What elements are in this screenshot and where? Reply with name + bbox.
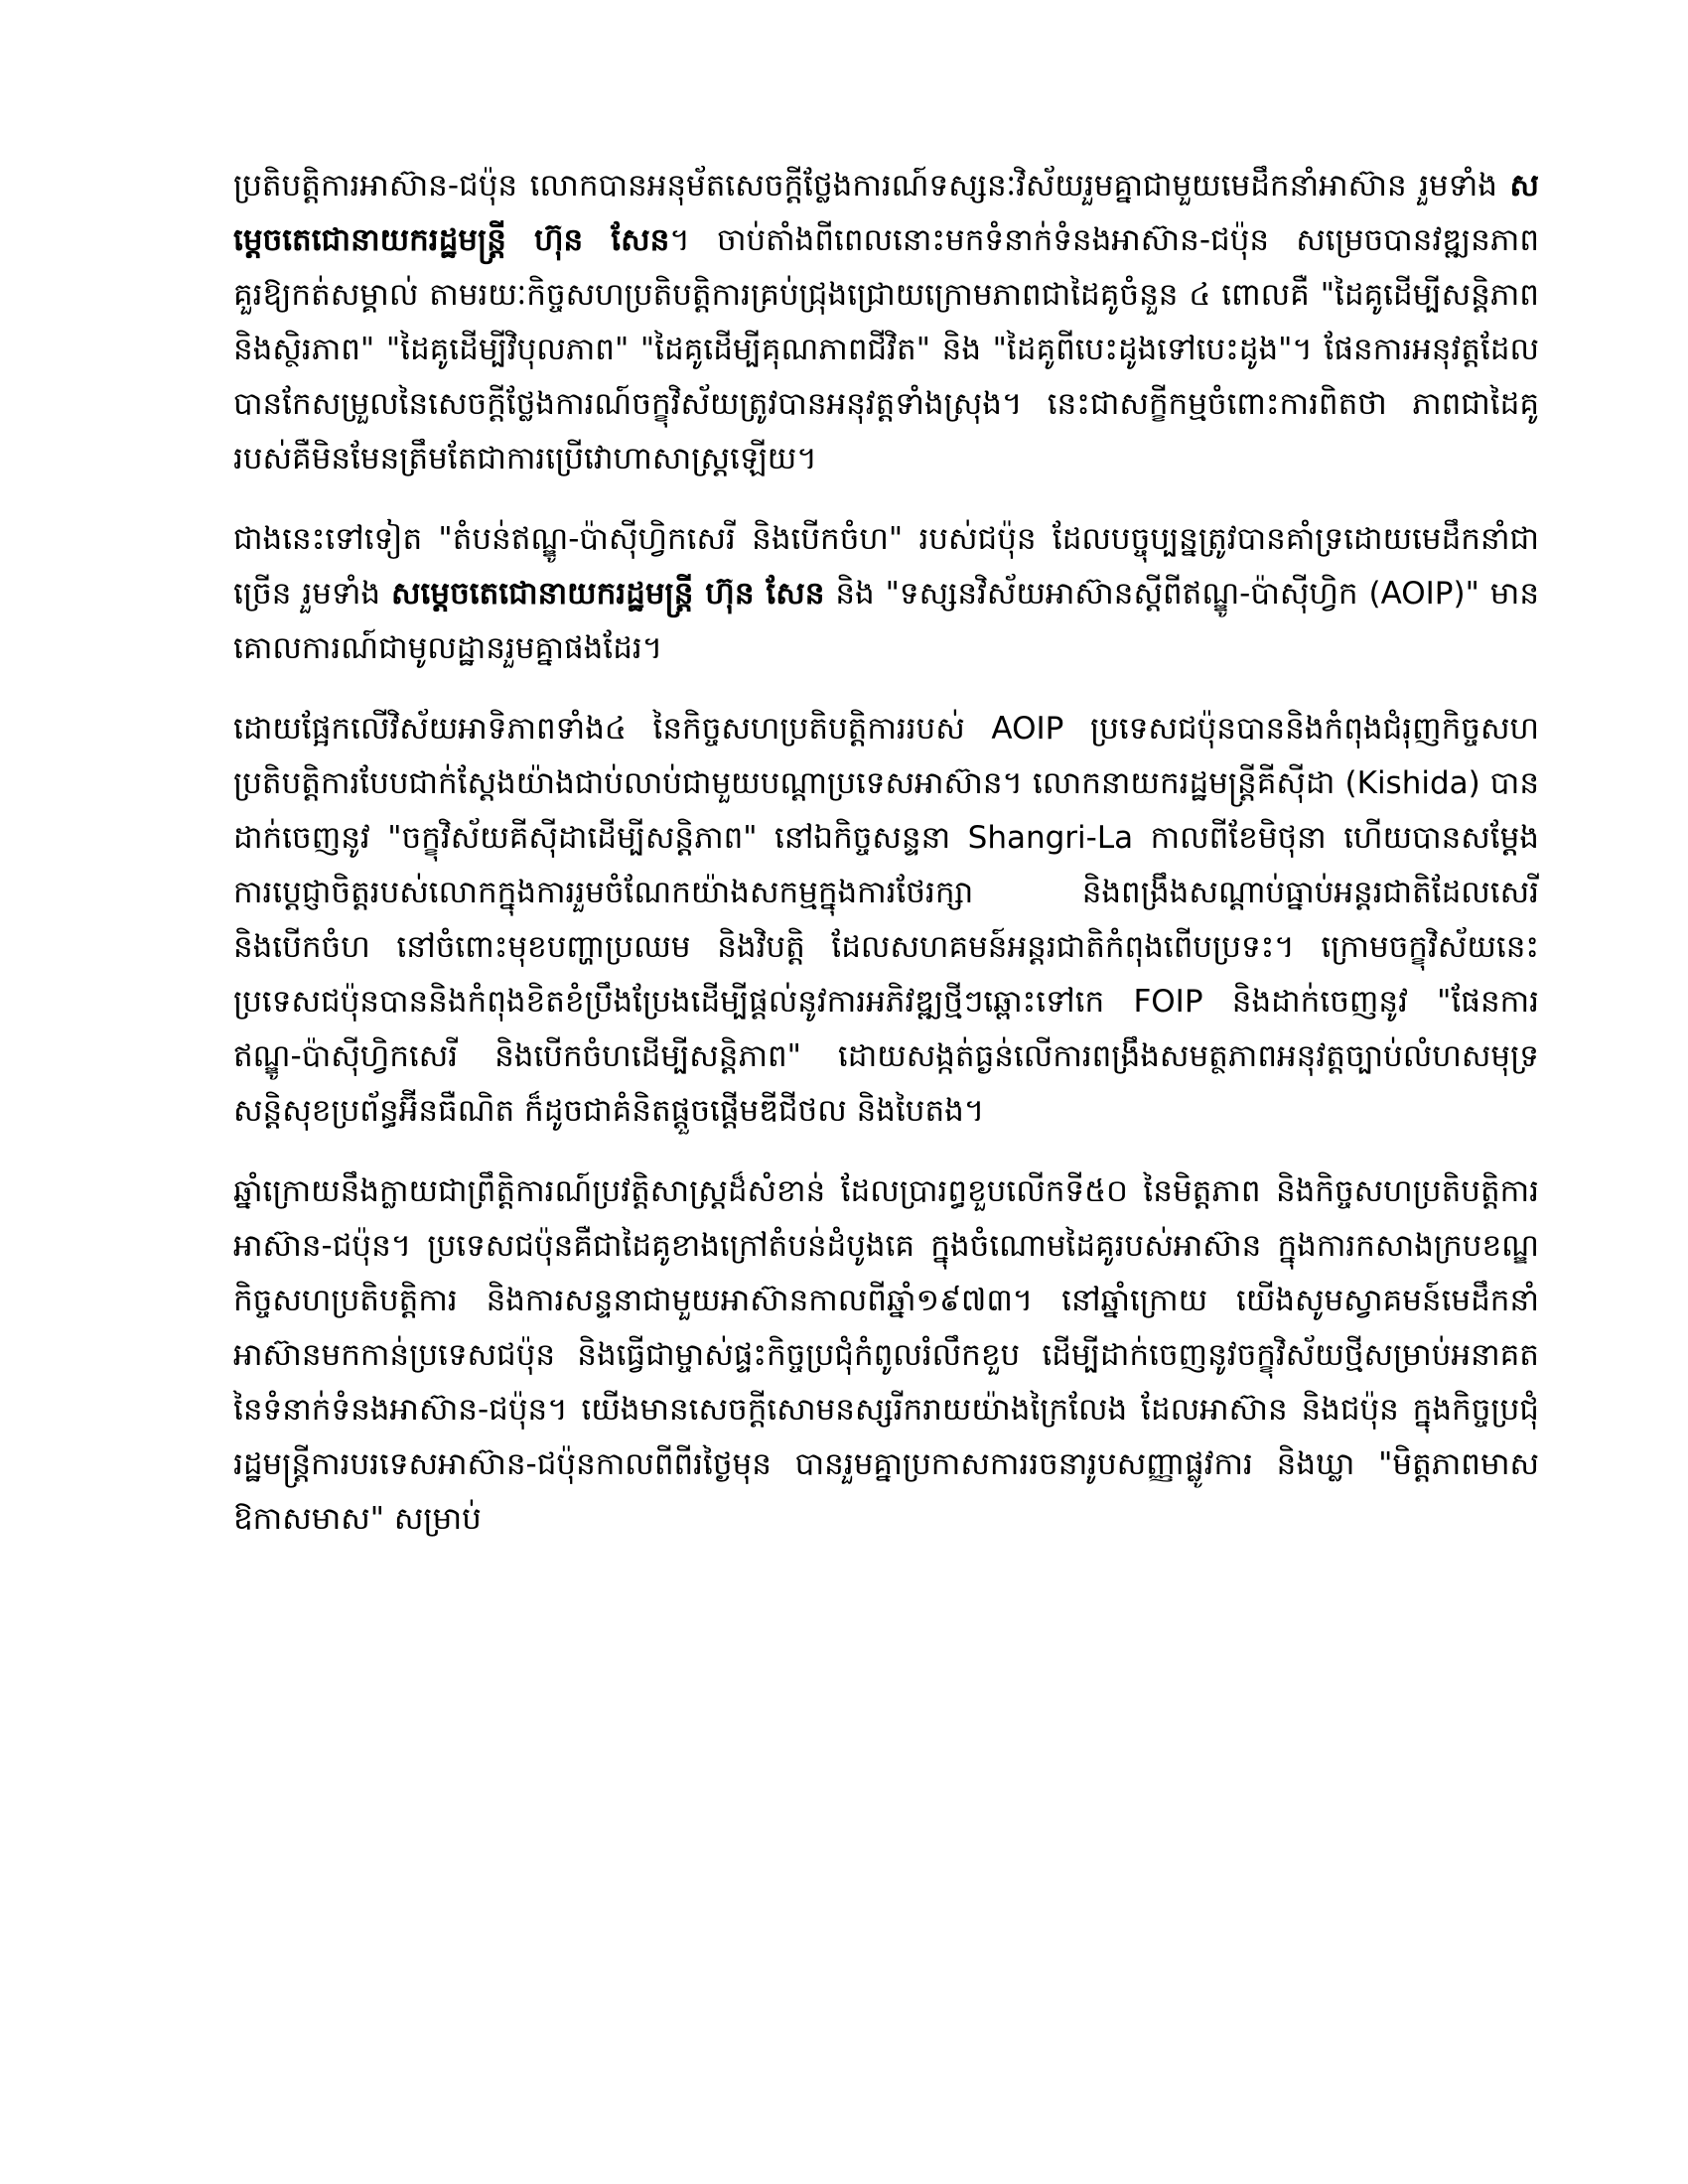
paragraph-1: [233, 159, 1539, 486]
paragraph-2-text-b: និង "ទស្សនវិស័យអាស៊ានស្តីពីឥណ្ឌូ-ប៉ាស៊ីហ្វិក (AOIP)" មានគោលការណ៍ជាមូលដ្ឋានរួមគ្នាផងដែរ។: [233, 576, 1539, 666]
paragraph-4: [233, 1164, 1539, 1547]
document-page: [233, 159, 1539, 1547]
paragraph-3: [233, 702, 1539, 1139]
paragraph-1-text-a: ប្រតិបត្តិការអាស៊ាន-ជប៉ុន លោកបានអនុម័តសេចក្តីថ្លែងការណ៍ទស្សនៈវិស័យរួមគ្នាជាមួយមេដឹកនាំអាស៊ាន រួមទាំង: [233, 168, 1510, 204]
paragraph-1-bold-name: សម្តេចតេជោនាយករដ្ឋមន្ត្រី ហ៊ុន សែន: [233, 168, 1539, 258]
paragraph-2-bold-name: សម្តេចតេជោនាយករដ្ឋមន្ត្រី ហ៊ុន សែន: [391, 576, 825, 612]
paragraph-4-text: ឆ្នាំក្រោយនឹងក្លាយជាព្រឹត្តិការណ៍ប្រវត្តិសាស្ត្រដ៏សំខាន់ ដែលប្រារព្ធខួបលើកទី៥០ នៃមិត្តភាព និងកិច្ចសហប្រតិបត្តិការអាស៊ាន-ជប៉ុន។ ប្រទេសជប៉ុនគឺជាដៃគូខាងក្រៅតំបន់ដំបូងគេ ក្នុងចំណោមដៃគូរបស់អាស៊ាន ក្នុងការកសាងក្របខណ្ឌកិច្ចសហប្រតិបត្តិការ និងការសន្ទនាជាមួយអាស៊ានកាលពីឆ្នាំ១៩៧៣។ នៅឆ្នាំក្រោយ យើងសូមស្វាគមន៍មេដឹកនាំអាស៊ានមកកាន់ប្រទេសជប៉ុន និងធ្វើជាម្ចាស់ផ្ទះកិច្ចប្រជុំកំពូលរំលឹកខួប ដើម្បីដាក់ចេញនូវចក្ខុវិស័យថ្មីសម្រាប់អនាគតនៃទំនាក់ទំនងអាស៊ាន-ជប៉ុន។ យើងមានសេចក្តីសោមនស្សរីករាយយ៉ាងក្រៃលែង ដែលអាស៊ាន និងជប៉ុន ក្នុងកិច្ចប្រជុំរដ្ឋមន្ត្រីការបរទេសអាស៊ាន-ជប៉ុនកាលពីពីរថ្ងៃមុន បានរួមគ្នាប្រកាសការរចនារូបសញ្ញាផ្លូវការ និងឃ្លា "មិត្តភាពមាស ឱកាសមាស" សម្រាប់: [233, 1173, 1539, 1537]
paragraph-2-text-a: ជាងនេះទៅទៀត "តំបន់ឥណ្ឌូ-ប៉ាស៊ីហ្វិកសេរី និងបើកចំហ" របស់ជប៉ុន ដែលបច្ចុប្បន្នត្រូវបានគាំទ្រដោយមេដឹកនាំជាច្រើន រួមទាំង: [233, 521, 1539, 612]
paragraph-2: [233, 512, 1539, 676]
paragraph-3-text: ដោយផ្អែកលើវិស័យអាទិភាពទាំង៤ នៃកិច្ចសហប្រតិបត្តិការរបស់ AOIP ប្រទេសជប៉ុនបាននិងកំពុងជំរុញកិច្ចសហប្រតិបត្តិការបែបជាក់ស្តែងយ៉ាងជាប់លាប់ជាមួយបណ្តាប្រទេសអាស៊ាន។ លោកនាយករដ្ឋមន្ត្រីគីស៊ីដា (Kishida) បានដាក់ចេញនូវ "ចក្ខុវិស័យគីស៊ីដាដើម្បីសន្តិភាព" នៅឯកិច្ចសន្ទនា Shangri-La កាលពីខែមិថុនា ហើយបានសម្តែងការប្តេជ្ញាចិត្តរបស់លោកក្នុងការរួមចំណែកយ៉ាងសកម្មក្នុងការថែរក្សា និងពង្រឹងសណ្តាប់ធ្នាប់អន្តរជាតិដែលសេរី និងបើកចំហ នៅចំពោះមុខបញ្ហាប្រឈម និងវិបត្តិ ដែលសហគមន៍អន្តរជាតិកំពុងពើបប្រទះ។ ក្រោមចក្ខុវិស័យនេះ ប្រទេសជប៉ុនបាននិងកំពុងខិតខំប្រឹងប្រែងដើម្បីផ្តល់នូវការអភិវឌ្ឍថ្មីៗឆ្ពោះទៅកេ FOIP និងដាក់ចេញនូវ "ផែនការឥណ្ឌូ-ប៉ាស៊ីហ្វិកសេរី និងបើកចំហដើម្បីសន្តិភាព" ដោយសង្កត់ធ្ងន់លើការពង្រឹងសមត្ថភាពអនុវត្តច្បាប់លំហសមុទ្រ សន្តិសុខប្រព័ន្ធអ៊ីនធឺណិត ក៏ដូចជាគំនិតផ្តួចផ្តើមឌីជីថល និងបៃតង។: [233, 711, 1539, 1129]
paragraph-1-text-b: ។ ចាប់តាំងពីពេលនោះមកទំនាក់ទំនងអាស៊ាន-ជប៉ុន សម្រេចបានវឌ្ឍនភាពគួរឱ្យកត់សម្គាល់ តាមរយៈកិច្ចសហប្រតិបត្តិការគ្រប់ជ្រុងជ្រោយក្រោមភាពជាដៃគូចំនួន ៤ ពោលគឺ "ដៃគូដើម្បីសន្តិភាព និងស្ថិរភាព" "ដៃគូដើម្បីវិបុលភាព" "ដៃគូដើម្បីគុណភាពជីវិត" និង "ដៃគូពីបេះដូងទៅបេះដូង"។ ផែនការអនុវត្តដែលបានកែសម្រួលនៃសេចក្តីថ្លែងការណ៍ចក្ខុវិស័យត្រូវបានអនុវត្តទាំងស្រុង។ នេះជាសក្ខីកម្មចំពោះការពិតថា ភាពជាដៃគូរបស់គឺមិនមែនត្រឹមតែជាការប្រើវោហាសាស្ត្រឡើយ។: [233, 222, 1539, 477]
